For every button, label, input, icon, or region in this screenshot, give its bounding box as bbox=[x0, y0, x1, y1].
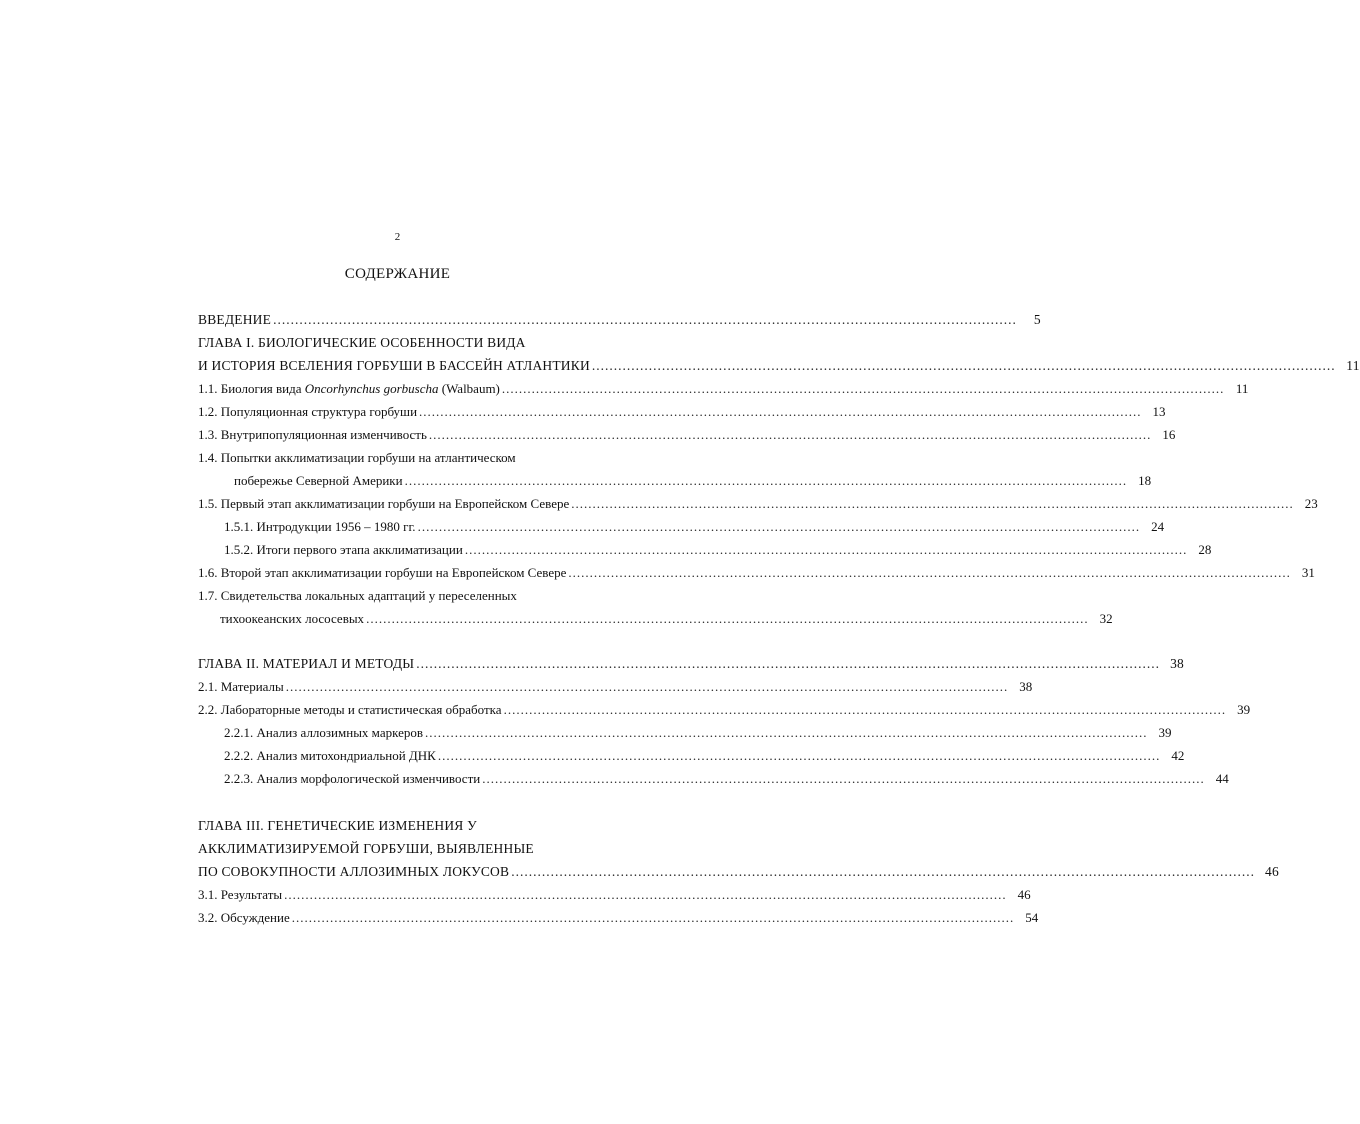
toc-page-number: 39 bbox=[1237, 702, 1251, 717]
toc-page-number: 23 bbox=[1304, 496, 1318, 511]
toc-page-number: 16 bbox=[1162, 427, 1176, 442]
toc-entry-2-1[interactable] bbox=[198, 675, 1033, 698]
dot-leader: .......................................................................................................................................................................... bbox=[428, 427, 1152, 442]
toc-entry-1-3[interactable] bbox=[198, 423, 1176, 446]
dot-leader: .......................................................................................................................................................................... bbox=[501, 381, 1225, 396]
page-number: 2 bbox=[394, 231, 401, 243]
toc-entry-2-2-1[interactable] bbox=[198, 721, 1172, 744]
toc-page-number: 42 bbox=[1171, 748, 1185, 763]
toc-entry-3-2[interactable] bbox=[198, 906, 1039, 929]
toc-entry-label: 2.1. Материалы bbox=[198, 679, 284, 694]
toc-entry-3-1[interactable] bbox=[198, 883, 1031, 906]
dot-leader: .......................................................................................................................................................................... bbox=[591, 358, 1336, 373]
toc-entry-chapter-3[interactable] bbox=[198, 814, 1279, 883]
toc-entry-label: 2.2.1. Анализ аллозимных маркеров bbox=[224, 725, 423, 740]
toc-page-number: 11 bbox=[1235, 381, 1249, 396]
dot-leader: .......................................................................................................................................................................... bbox=[273, 312, 1017, 327]
toc-entry-2-2-3[interactable] bbox=[198, 767, 1229, 790]
toc-entry-label: 1.3. Внутрипопуляционная изменчивость bbox=[198, 427, 427, 442]
toc-entry-label: ГЛАВА II. МАТЕРИАЛ И МЕТОДЫ bbox=[198, 656, 415, 671]
toc-entry-label: 1.5.1. Интродукции 1956 – 1980 гг. bbox=[224, 519, 416, 534]
toc-page-number: 13 bbox=[1152, 404, 1166, 419]
toc-page-number: 46 bbox=[1017, 887, 1031, 902]
toc-entry-intro[interactable] bbox=[198, 308, 1041, 331]
dot-leader: .......................................................................................................................................................................... bbox=[417, 519, 1141, 534]
toc-entry-label: 1.5.2. Итоги первого этапа акклиматизации bbox=[224, 542, 463, 557]
toc-entry-label: 3.2. Обсуждение bbox=[198, 910, 290, 925]
toc-entry-1-5[interactable] bbox=[198, 492, 1318, 515]
toc-entry-1-5-2[interactable] bbox=[198, 538, 1212, 561]
section-spacer bbox=[198, 630, 632, 652]
toc-entry-1-5-1[interactable] bbox=[198, 515, 1165, 538]
toc-entry-label-continued: ПО СОВОКУПНОСТИ АЛЛОЗИМНЫХ ЛОКУСОВ bbox=[198, 864, 510, 879]
dot-leader: .......................................................................................................................................................................... bbox=[416, 656, 1160, 671]
toc-page-number: 38 bbox=[1170, 656, 1184, 671]
toc-entry-label: 1.7. Свидетельства локальных адаптаций у переселенных bbox=[198, 588, 517, 603]
dot-leader: .......................................................................................................................................................................... bbox=[482, 771, 1205, 786]
toc-entry-label: 2.2.2. Анализ митохондриальной ДНК bbox=[224, 748, 436, 763]
toc-entry-1-7[interactable] bbox=[198, 584, 1113, 630]
toc-entry-chapter-1[interactable] bbox=[198, 331, 1360, 377]
dot-leader: .......................................................................................................................................................................... bbox=[437, 748, 1161, 763]
toc-title: СОДЕРЖАНИЕ bbox=[344, 266, 451, 282]
toc-entry-1-1[interactable] bbox=[198, 377, 1249, 400]
toc-entry-1-2[interactable] bbox=[198, 400, 1166, 423]
dot-leader: .......................................................................................................................................................................... bbox=[366, 611, 1089, 626]
dot-leader: .......................................................................................................................................................................... bbox=[503, 702, 1227, 717]
toc-page-number: 32 bbox=[1099, 611, 1113, 626]
toc-entry-2-2-2[interactable] bbox=[198, 744, 1185, 767]
toc-page-number: 44 bbox=[1215, 771, 1229, 786]
toc-entry-chapter-2[interactable] bbox=[198, 652, 1184, 675]
toc-entry-label: 1.6. Второй этап акклиматизации горбуши на Европейском Севере bbox=[198, 565, 567, 580]
dot-leader: .......................................................................................................................................................................... bbox=[511, 864, 1255, 879]
toc-page-number: 28 bbox=[1198, 542, 1212, 557]
toc-entry-1-6[interactable] bbox=[198, 561, 1315, 584]
dot-leader: .......................................................................................................................................................................... bbox=[291, 910, 1015, 925]
toc-page-number: 38 bbox=[1019, 679, 1033, 694]
toc-entry-label: 1.5. Первый этап акклиматизации горбуши на Европейском Севере bbox=[198, 496, 570, 511]
toc-entry-label: 1.2. Популяционная структура горбуши bbox=[198, 404, 418, 419]
dot-leader: .......................................................................................................................................................................... bbox=[425, 725, 1148, 740]
toc-page-number: 31 bbox=[1301, 565, 1315, 580]
toc-entry-label: 1.4. Попытки акклиматизации горбуши на атлантическом bbox=[198, 450, 516, 465]
toc-page-number: 24 bbox=[1151, 519, 1165, 534]
toc-entry-label-continued: АККЛИМАТИЗИРУЕМОЙ ГОРБУШИ, ВЫЯВЛЕННЫЕ bbox=[198, 841, 534, 856]
dot-leader: .......................................................................................................................................................................... bbox=[571, 496, 1294, 511]
toc-entry-2-2[interactable] bbox=[198, 698, 1251, 721]
toc-entry-label-continued: И ИСТОРИЯ ВСЕЛЕНИЯ ГОРБУШИ В БАССЕЙН АТЛАНТИКИ bbox=[198, 358, 590, 373]
toc-entry-label: 3.1. Результаты bbox=[198, 887, 283, 902]
dot-leader: .......................................................................................................................................................................... bbox=[284, 887, 1007, 902]
dot-leader: .......................................................................................................................................................................... bbox=[464, 542, 1188, 557]
toc-page-number: 11 bbox=[1346, 358, 1360, 373]
toc-entry-label: ВВЕДЕНИЕ bbox=[198, 312, 272, 327]
section-spacer bbox=[198, 790, 632, 814]
toc-page-number: 5 bbox=[1033, 312, 1041, 327]
toc-page-number: 46 bbox=[1265, 864, 1279, 879]
table-of-contents bbox=[198, 308, 1360, 929]
toc-entry-label: ГЛАВА III. ГЕНЕТИЧЕСКИЕ ИЗМЕНЕНИЯ У bbox=[198, 818, 477, 833]
toc-entry-label: 2.2.3. Анализ морфологической изменчивости bbox=[224, 771, 481, 786]
toc-entry-label: ГЛАВА I. БИОЛОГИЧЕСКИЕ ОСОБЕННОСТИ ВИДА bbox=[198, 335, 526, 350]
toc-page-number: 54 bbox=[1025, 910, 1039, 925]
toc-entry-label-continued: тихоокеанских лососевых bbox=[220, 611, 365, 626]
dot-leader: .......................................................................................................................................................................... bbox=[568, 565, 1291, 580]
toc-entry-label-continued: побережье Северной Америки bbox=[234, 473, 403, 488]
dot-leader: .......................................................................................................................................................................... bbox=[285, 679, 1009, 694]
toc-entry-label: 2.2. Лабораторные методы и статистическая обработка bbox=[198, 702, 502, 717]
species-name-italic: Oncorhynchus gorbuscha bbox=[304, 381, 439, 396]
toc-entry-1-4[interactable] bbox=[198, 446, 1152, 492]
toc-page-number: 18 bbox=[1138, 473, 1152, 488]
toc-entry-label: 1.1. Биология вида Oncorhynchus gorbuscha (Walbaum) bbox=[198, 381, 500, 396]
dot-leader: .......................................................................................................................................................................... bbox=[419, 404, 1142, 419]
dot-leader: .......................................................................................................................................................................... bbox=[404, 473, 1128, 488]
toc-page-number: 39 bbox=[1158, 725, 1172, 740]
